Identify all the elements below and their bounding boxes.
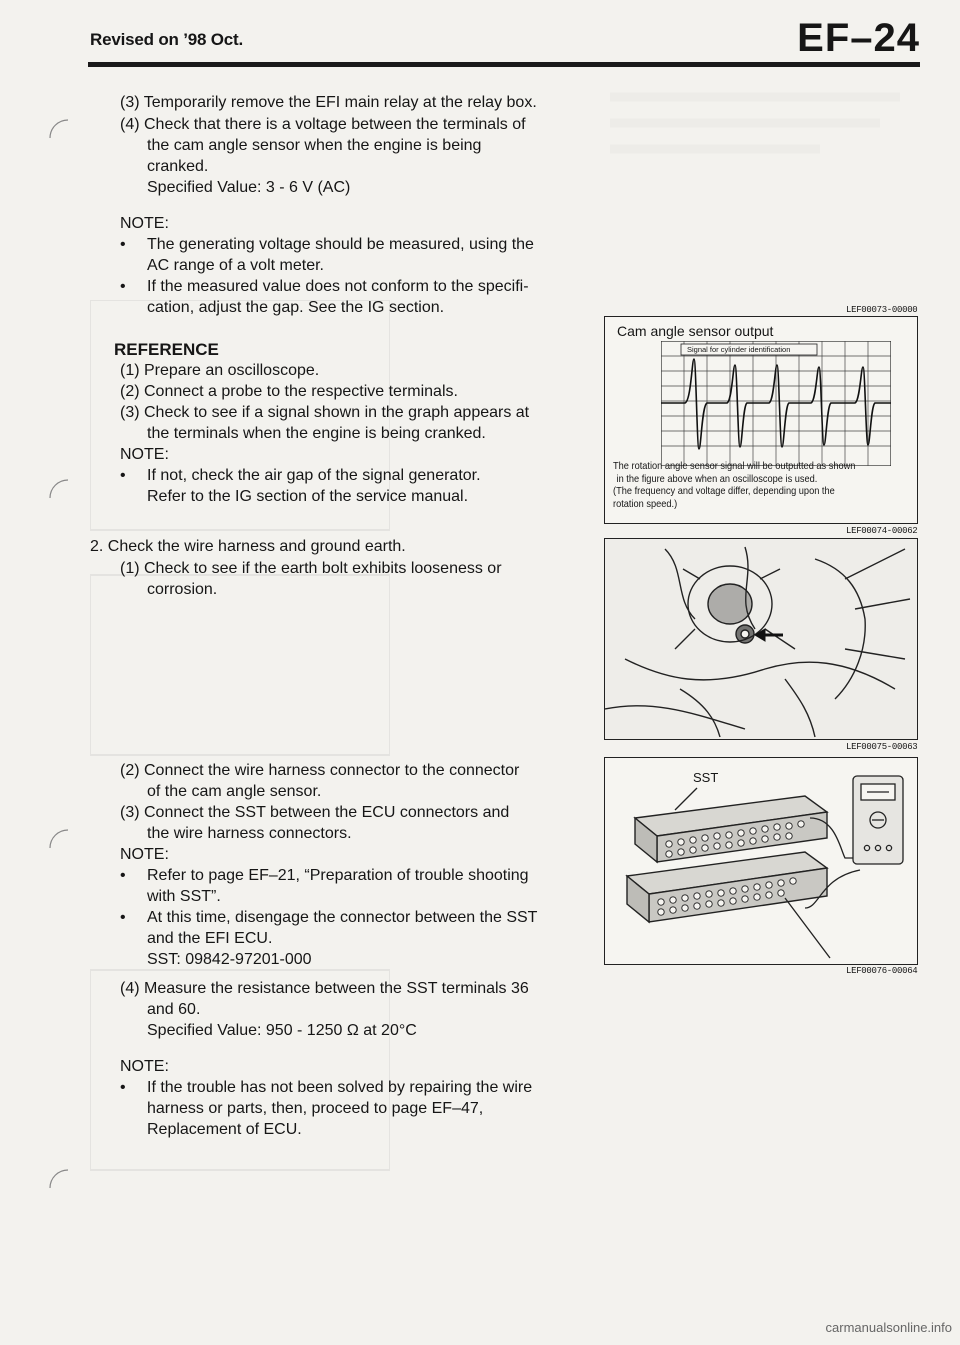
earth-bolt-figure (604, 538, 918, 740)
header-rule (88, 62, 920, 67)
note-bullet-1-line-1: • The generating voltage should be measured, using the (147, 236, 534, 253)
note-bullet-1 (120, 234, 580, 276)
reference-step-3-line-2: the terminals when the engine is being cranked. (147, 425, 486, 442)
reference-note-label: NOTE: (120, 446, 169, 463)
section-3-note-bullet-1 (120, 865, 590, 907)
earth-bolt-illustration (605, 539, 917, 739)
section-4-note-line-3: Replacement of ECU. (147, 1121, 302, 1138)
specified-value-voltage: Specified Value: 3 - 6 V (AC) (147, 179, 351, 196)
figure-1-code-top: LEF00073-00000 (846, 305, 918, 315)
section-3-note-2-line-1: • At this time, disengage the connector between the SST (147, 909, 538, 926)
sst-connector-illustration (605, 758, 917, 964)
reference-note-bullet (120, 465, 590, 507)
figure-1-caption-line-1: The rotation angle sensor signal will be outputted as shown (613, 460, 856, 472)
section-3-note-label: NOTE: (120, 846, 169, 863)
figure-2-code-bottom: LEF00075-00063 (846, 742, 918, 752)
sst-connection-figure (604, 757, 918, 965)
reference-note-line-2: Refer to the IG section of the service manual. (147, 488, 469, 505)
figure-1-caption-line-4: rotation speed.) (613, 497, 678, 510)
note-bullet-2-line-1: • If the measured value does not conform to the specifi- (147, 278, 529, 295)
step-4-line-2: the cam angle sensor when the engine is being (147, 137, 482, 154)
sst-figure-label: SST (693, 770, 719, 785)
section-4-step-4-line-2: and 60. (147, 1001, 201, 1018)
binder-hole-marks (40, 100, 80, 1200)
section-4-note-line-1: • If the trouble has not been solved by repairing the wire (147, 1079, 533, 1096)
figure-1-caption (613, 460, 912, 510)
note-bullet-2-line-2: cation, adjust the gap. See the IG section. (147, 299, 445, 316)
reference-note-line-1: • If not, check the air gap of the signal generator. (147, 467, 481, 484)
section-3-step-2-line-1: (2) Connect the wire harness connector to the connector (120, 762, 520, 779)
figure-1-title: Cam angle sensor output (617, 323, 774, 339)
page-code: EF–24 (797, 16, 920, 60)
figure-1-caption-line-3: (The frequency and voltage differ, depending upon the (613, 485, 835, 497)
section-3-note-2-line-2: and the EFI ECU. (147, 930, 273, 947)
section-2-step-1-line-2: corrosion. (147, 581, 218, 598)
figure-1-code-bottom: LEF00074-00062 (846, 526, 918, 536)
section-2-step-1-line-1: (1) Check to see if the earth bolt exhibits looseness or (120, 560, 502, 577)
figure-3-code-bottom: LEF00076-00064 (846, 966, 918, 976)
revision-label: Revised on ’98 Oct. (90, 30, 244, 49)
section-4-note-label: NOTE: (120, 1058, 169, 1075)
section-4-note-line-2: harness or parts, then, proceed to page EF–47, (147, 1100, 484, 1117)
reference-step-3-line-1: (3) Check to see if a signal shown in the graph appears at (120, 404, 530, 421)
note-label-1: NOTE: (120, 215, 169, 232)
reference-step-1: (1) Prepare an oscilloscope. (120, 362, 320, 379)
sst-part-number: SST: 09842-97201-000 (147, 951, 312, 968)
step-4-line-3: cranked. (147, 158, 209, 175)
oscilloscope-waveform (661, 341, 891, 466)
section-3-note-1-line-2: with SST”. (147, 888, 221, 905)
specified-value-resistance: Specified Value: 950 - 1250 Ω at 20°C (147, 1022, 417, 1039)
step-4-line-1: (4) Check that there is a voltage between the terminals of (120, 116, 526, 133)
section-2-heading: 2. Check the wire harness and ground earth. (90, 538, 406, 555)
section-3-step-3-line-1: (3) Connect the SST between the ECU connectors and (120, 804, 510, 821)
figure-1-caption-line-2: in the figure above when an oscilloscope is used. (616, 472, 818, 485)
oscilloscope-graph (661, 341, 891, 466)
section-4-step-4-line-1: (4) Measure the resistance between the SST terminals 36 (120, 980, 529, 997)
step-3-text: (3) Temporarily remove the EFI main relay at the relay box. (120, 94, 537, 111)
section-4-note-bullet (120, 1077, 590, 1140)
note-bullet-2 (120, 276, 590, 318)
section-3-step-3-line-2: the wire harness connectors. (147, 825, 352, 842)
cylinder-identification-label: Signal for cylinder identification (687, 345, 791, 354)
note-bullet-1-line-2: AC range of a volt meter. (147, 257, 324, 274)
cam-angle-sensor-output-figure (604, 316, 918, 524)
section-3-note-1-line-1: • Refer to page EF–21, “Preparation of trouble shooting (147, 867, 529, 884)
section-3-note-bullet-2 (120, 907, 590, 949)
reference-step-2: (2) Connect a probe to the respective terminals. (120, 383, 458, 400)
site-watermark: carmanualsonline.info (825, 1320, 952, 1335)
section-3-step-2-line-2: of the cam angle sensor. (147, 783, 322, 800)
reference-title: REFERENCE (114, 340, 219, 359)
